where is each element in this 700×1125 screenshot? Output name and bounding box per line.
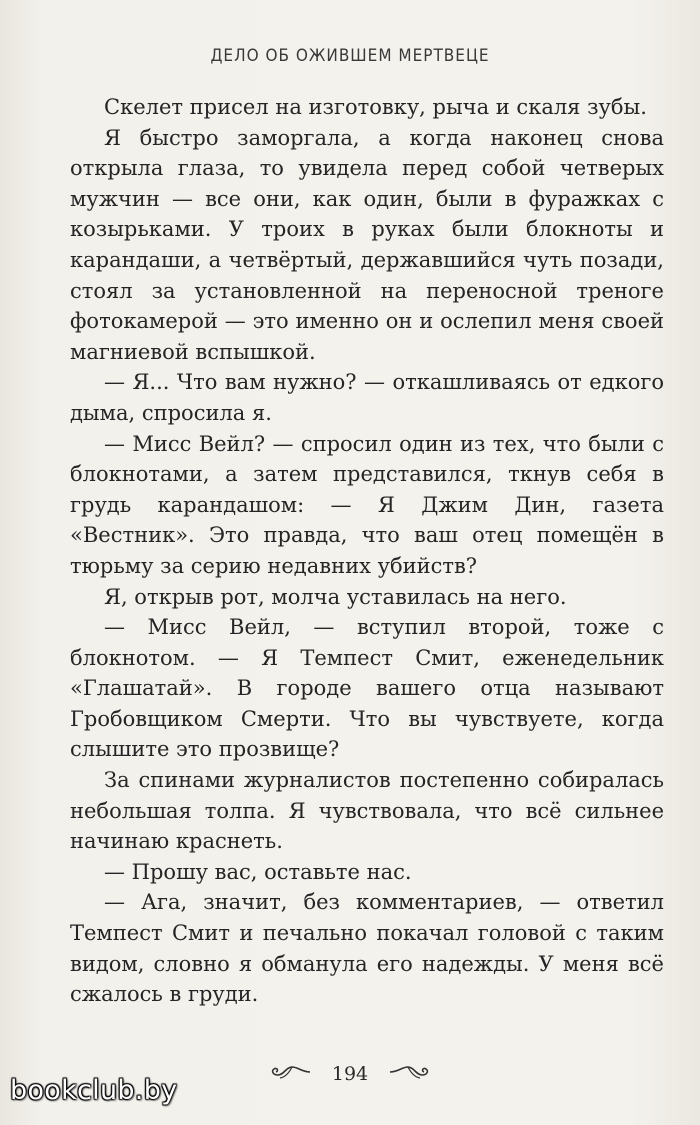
right-flourish-icon	[388, 1063, 434, 1086]
paragraph: Скелет присел на изготовку, рыча и скаля зубы.	[104, 95, 647, 119]
paragraph: Я, открыв рот, молча уставилась на него.	[104, 584, 567, 609]
paragraph: — Прошу вас, оставьте нас.	[104, 859, 412, 884]
paragraph: — Мисс Вейл? — спросил один из тех, что были с блокнотами, а затем представился, ткнув себя в грудь карандашом: — Я Джим Дин, газета «Вестник». Это правда, что ваш отец помещён в тюрьму за серию недавних убийств?	[70, 431, 664, 578]
body-text	[70, 92, 664, 1010]
paragraph: Я быстро заморгала, а когда наконец снова открыла глаза, то увидела перед собой четверых мужчин — все они, как один, были в фуражках с козырьками. У троих в руках были блокноты и карандаши, а четвёртый, державшийся чуть позади, стоял за установленной на переносной треноге фотокамерой — это именно он и ослепил меня своей магниевой вспышкой.	[70, 125, 664, 364]
running-head: ДЕЛО ОБ ОЖИВШЕМ МЕРТВЕЦЕ	[210, 46, 490, 66]
left-flourish-icon	[266, 1063, 312, 1086]
paragraph: — Ага, значит, без комментариев, — ответил Темпест Смит и печально покачал головой с таким видом, словно я обманула его надежды. У меня всё сжалось в груди.	[70, 890, 664, 1007]
paragraph: За спинами журналистов постепенно собиралась небольшая толпа. Я чувствовала, что всё сильнее начинаю краснеть.	[70, 768, 664, 854]
paragraph: — Я... Что вам нужно? — откашливаясь от едкого дыма, спросила я.	[70, 370, 664, 425]
page-number: 194	[331, 1063, 369, 1085]
paragraph: — Мисс Вейл, — вступил второй, тоже с блокнотом. — Я Темпест Смит, еженедельник «Глашатай». В городе вашего отца называют Гробовщиком Смерти. Что вы чувствуете, когда слышите это прозвище?	[70, 615, 664, 762]
watermark: bookclub.by	[10, 1075, 178, 1106]
